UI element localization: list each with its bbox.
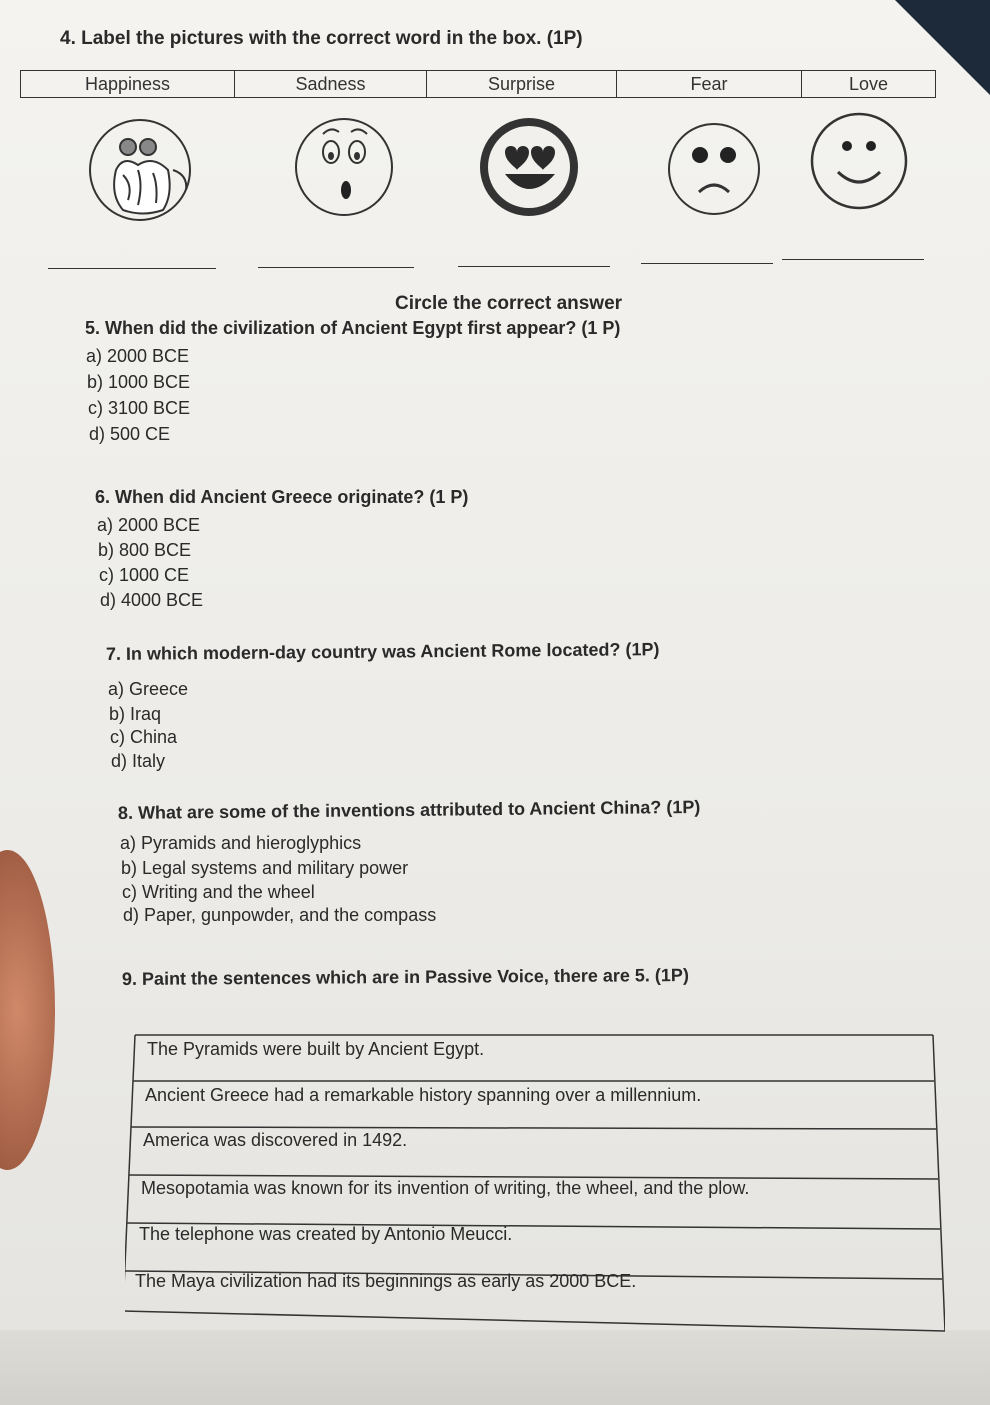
word-fear: Fear bbox=[617, 71, 802, 97]
q7-option-d[interactable]: d) Italy bbox=[111, 751, 166, 771]
passive-sentence-5[interactable]: The telephone was created by Antonio Meucci. bbox=[139, 1224, 513, 1244]
word-love: Love bbox=[848, 73, 889, 94]
q8-question: 8. What are some of the inventions attributed to Ancient China? (1P) bbox=[117, 796, 701, 823]
q9-question: 9. Paint the sentences which are in Passive Voice, there are 5. (1P) bbox=[121, 965, 689, 989]
sad-face-icon bbox=[665, 120, 763, 218]
answer-blank-5[interactable] bbox=[782, 259, 924, 260]
q5-option-d[interactable]: d) 500 CE bbox=[89, 424, 171, 444]
q4-title: 4. Label the pictures with the correct word in the box. (1P) bbox=[60, 28, 583, 49]
word-sadness: Sadness bbox=[235, 71, 427, 97]
answer-blank-3[interactable] bbox=[458, 266, 610, 267]
passive-sentence-3[interactable]: America was discovered in 1492. bbox=[143, 1130, 408, 1150]
q8-option-b[interactable]: b) Legal systems and military power bbox=[121, 858, 409, 878]
q6-option-b[interactable]: b) 800 BCE bbox=[98, 540, 192, 560]
passive-sentence-4[interactable]: Mesopotamia was known for its invention of writing, the wheel, and the plow. bbox=[141, 1178, 750, 1198]
q5-option-a[interactable]: a) 2000 BCE bbox=[86, 346, 190, 366]
passive-voice-table bbox=[125, 1033, 945, 1333]
passive-sentence-2[interactable]: Ancient Greece had a remarkable history spanning over a millennium. bbox=[145, 1085, 702, 1105]
love-face-icon bbox=[475, 112, 583, 222]
q5-option-c[interactable]: c) 3100 BCE bbox=[88, 398, 191, 418]
fear-face-icon bbox=[88, 115, 198, 225]
section-heading: Circle the correct answer bbox=[395, 293, 623, 314]
answer-blank-4[interactable] bbox=[641, 263, 773, 264]
passive-sentence-6[interactable]: The Maya civilization had its beginnings as early as 2000 BCE. bbox=[135, 1271, 637, 1291]
q7-question: 7. In which modern-day country was Ancient Rome located? (1P) bbox=[105, 639, 660, 664]
q5-question: 5. When did the civilization of Ancient Egypt first appear? (1 P) bbox=[85, 318, 621, 338]
q6-option-a[interactable]: a) 2000 BCE bbox=[97, 515, 201, 535]
surprise-face-icon bbox=[293, 112, 395, 218]
q8-option-c[interactable]: c) Writing and the wheel bbox=[122, 882, 315, 902]
q5-option-b[interactable]: b) 1000 BCE bbox=[87, 372, 191, 392]
answer-blank-2[interactable] bbox=[258, 267, 414, 268]
page-bottom-shade bbox=[0, 1330, 990, 1405]
q6-option-c[interactable]: c) 1000 CE bbox=[99, 565, 190, 585]
passive-sentence-1[interactable]: The Pyramids were built by Ancient Egypt. bbox=[147, 1039, 485, 1059]
q8-option-d[interactable]: d) Paper, gunpowder, and the compass bbox=[123, 905, 437, 925]
word-box bbox=[20, 70, 936, 98]
q6-question: 6. When did Ancient Greece originate? (1 P) bbox=[95, 487, 469, 507]
word-surprise: Surprise bbox=[427, 71, 617, 97]
happy-face-icon bbox=[808, 110, 910, 212]
q8-option-a[interactable]: a) Pyramids and hieroglyphics bbox=[120, 833, 362, 853]
q7-option-a[interactable]: a) Greece bbox=[108, 679, 189, 699]
q6-option-d[interactable]: d) 4000 BCE bbox=[100, 590, 204, 610]
word-happiness: Happiness bbox=[21, 71, 235, 97]
q7-option-b[interactable]: b) Iraq bbox=[109, 704, 162, 724]
answer-blank-1[interactable] bbox=[48, 268, 216, 269]
q7-option-c[interactable]: c) China bbox=[110, 727, 178, 747]
